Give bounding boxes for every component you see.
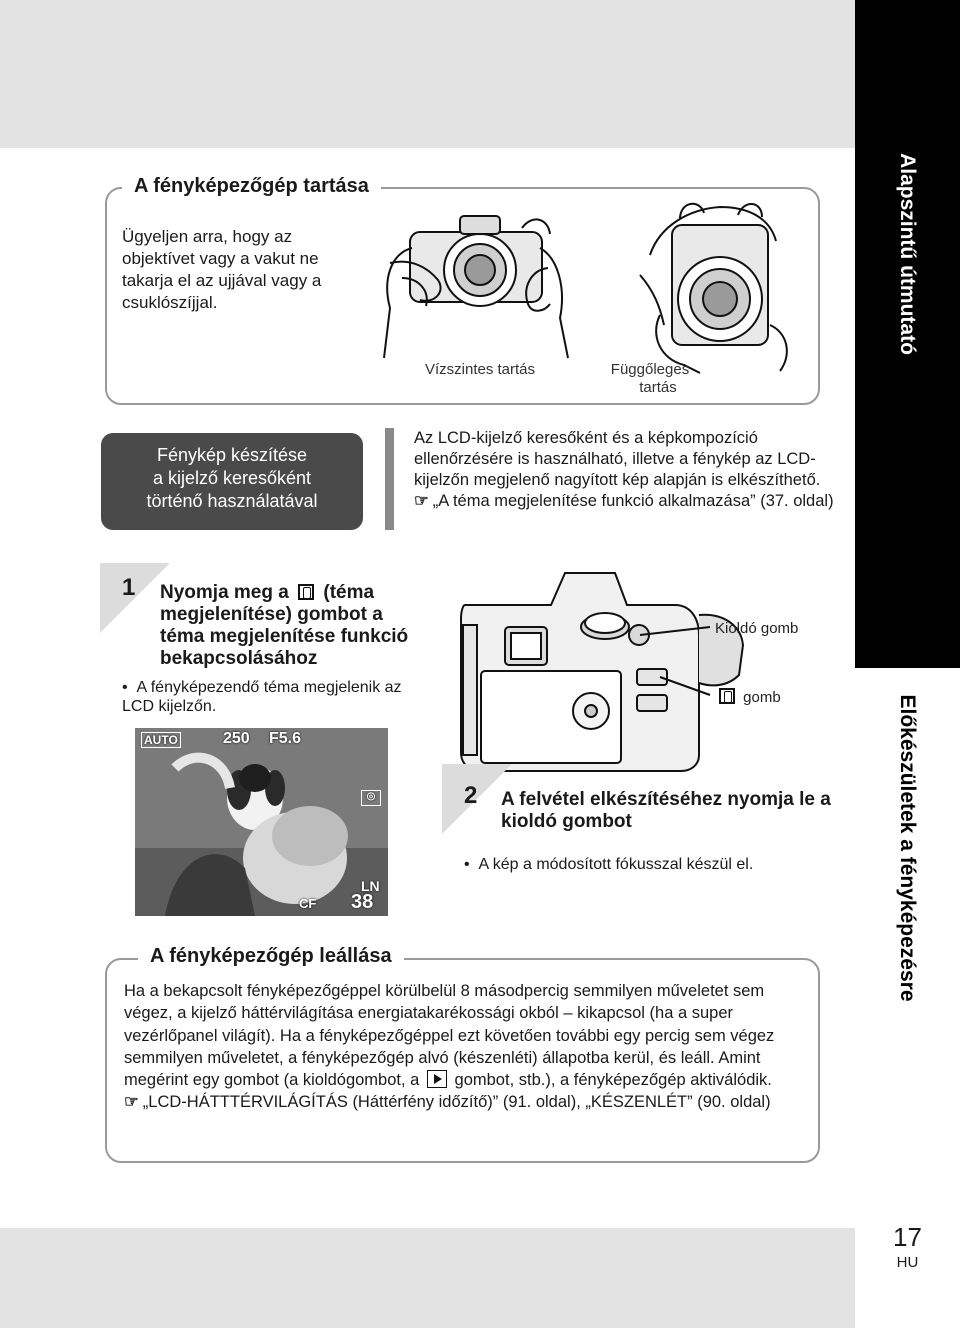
shutdown-text-a: Ha a bekapcsolt fényképezőgéppel körülbelül 8 másodpercig semmilyen műveletet sem végez, a kijelző háttérvilágítása energiatakarékossági okból – kikapcsol (ha a super vezérlőpanel világít). Ha a fényképezőgéppel ezt követően további egy percig sem végez semmilyen műveletet, a fényképezőgép alvó (készenléti) állapotba kerül, és leáll. Amint megérint egy gombot (a kioldógombot, a [124,982,775,1090]
shutdown-text-b: gombot, stb.), a fényképezőgép aktiválódik. [454,1071,772,1090]
lcd-frames: 38 [351,891,374,913]
holding-title: A fényképezőgép tartása [122,175,381,198]
page-number: 17 [893,1222,922,1252]
playback-button-icon [427,1070,447,1088]
header-band [0,0,855,148]
step1-number: 1 [122,574,136,601]
lcd-photo-image [135,728,388,916]
lcd-para-main: Az LCD-kijelző keresőként és a képkompozíció ellenőrzésére is használható, illetve a fénykép az LCD-kijelzőn megjelenő nagyított kép alapján is elkészíthető. [414,429,821,489]
step1-bullet-text: A fényképezendő téma megjelenik az LCD kijelzőn. [122,679,402,715]
lcd-card: CF [299,896,317,911]
sidebar-dark-block [855,0,960,668]
lcd-shutter: 250 [223,730,250,747]
shutdown-reference-icon: ☞ [124,1093,139,1112]
holding-text: Ügyeljen arra, hogy az objektívet vagy a vakut ne takarja el az ujjával vagy a csuklószíjjal. [122,227,322,312]
step1-title [160,582,422,670]
sidebar-section-top: Alapszintű útmutató [896,153,919,355]
shutdown-text [124,980,814,1114]
reference-icon: ☞ [414,492,429,510]
step1-title-b: (téma megjelenítése) gombot a téma megjelenítése funkció bekapcsolásához [160,582,409,669]
view-button-label [715,688,781,706]
step1-title-a: Nyomja meg a [160,582,289,603]
lcd-quality: LN [361,878,380,894]
lcd-preview-photo [135,728,388,916]
caption-vertical-1: Függőleges [610,361,690,378]
lcd-metering-icon: ◎ [361,790,381,806]
vertical-grip-illustration [620,195,800,375]
step2-title: A felvétel elkészítéséhez nyomja le a kioldó gombot [501,789,831,832]
lcd-aperture: F5.6 [269,730,302,747]
footer-band [0,1228,855,1328]
caption-vertical-2: tartás [639,379,677,396]
lcd-section-paragraph [414,428,834,512]
shutdown-ref-text: „LCD-HÁTTTÉRVILÁGÍTÁS (Háttérfény időzítő)” (91. oldal), „KÉSZENLÉT” (90. oldal) [142,1093,771,1112]
step1-bullet: • A fényképezendő téma megjelenik az LCD kijelzőn. [122,679,402,715]
page-language: HU [896,1254,919,1271]
camera-back-illustration [455,565,755,775]
lcd-tab-line-2: a kijelző keresőként [152,468,312,488]
view-button-icon [298,584,314,600]
step2-bullet: • A kép a módosított fókusszal készül el. [464,856,754,873]
lcd-tab-line-1: Fénykép készítése [156,445,308,465]
step2-bullet-text: A kép a módosított fókusszal készül el. [478,856,754,873]
shutter-button-label: Kioldó gomb [715,620,799,637]
lcd-para-ref: „A téma megjelenítése funkció alkalmazása” (37. oldal) [432,492,834,510]
section-divider-bar [385,428,394,530]
lcd-tab-line-3: történő használatával [146,491,318,511]
caption-horizontal: Vízszintes tartás [424,361,536,378]
view-button-label-text: gomb [743,689,781,706]
sidebar [855,0,960,1328]
shutdown-title: A fényképezőgép leállása [138,945,404,968]
view-button-label-icon [719,688,735,704]
step2-number: 2 [464,782,478,809]
lcd-mode: AUTO [141,732,181,748]
lcd-section-tab [101,433,363,530]
sidebar-section-bottom: Előkészületek a fényképezésre [896,694,919,1002]
horizontal-grip-illustration [372,208,572,368]
